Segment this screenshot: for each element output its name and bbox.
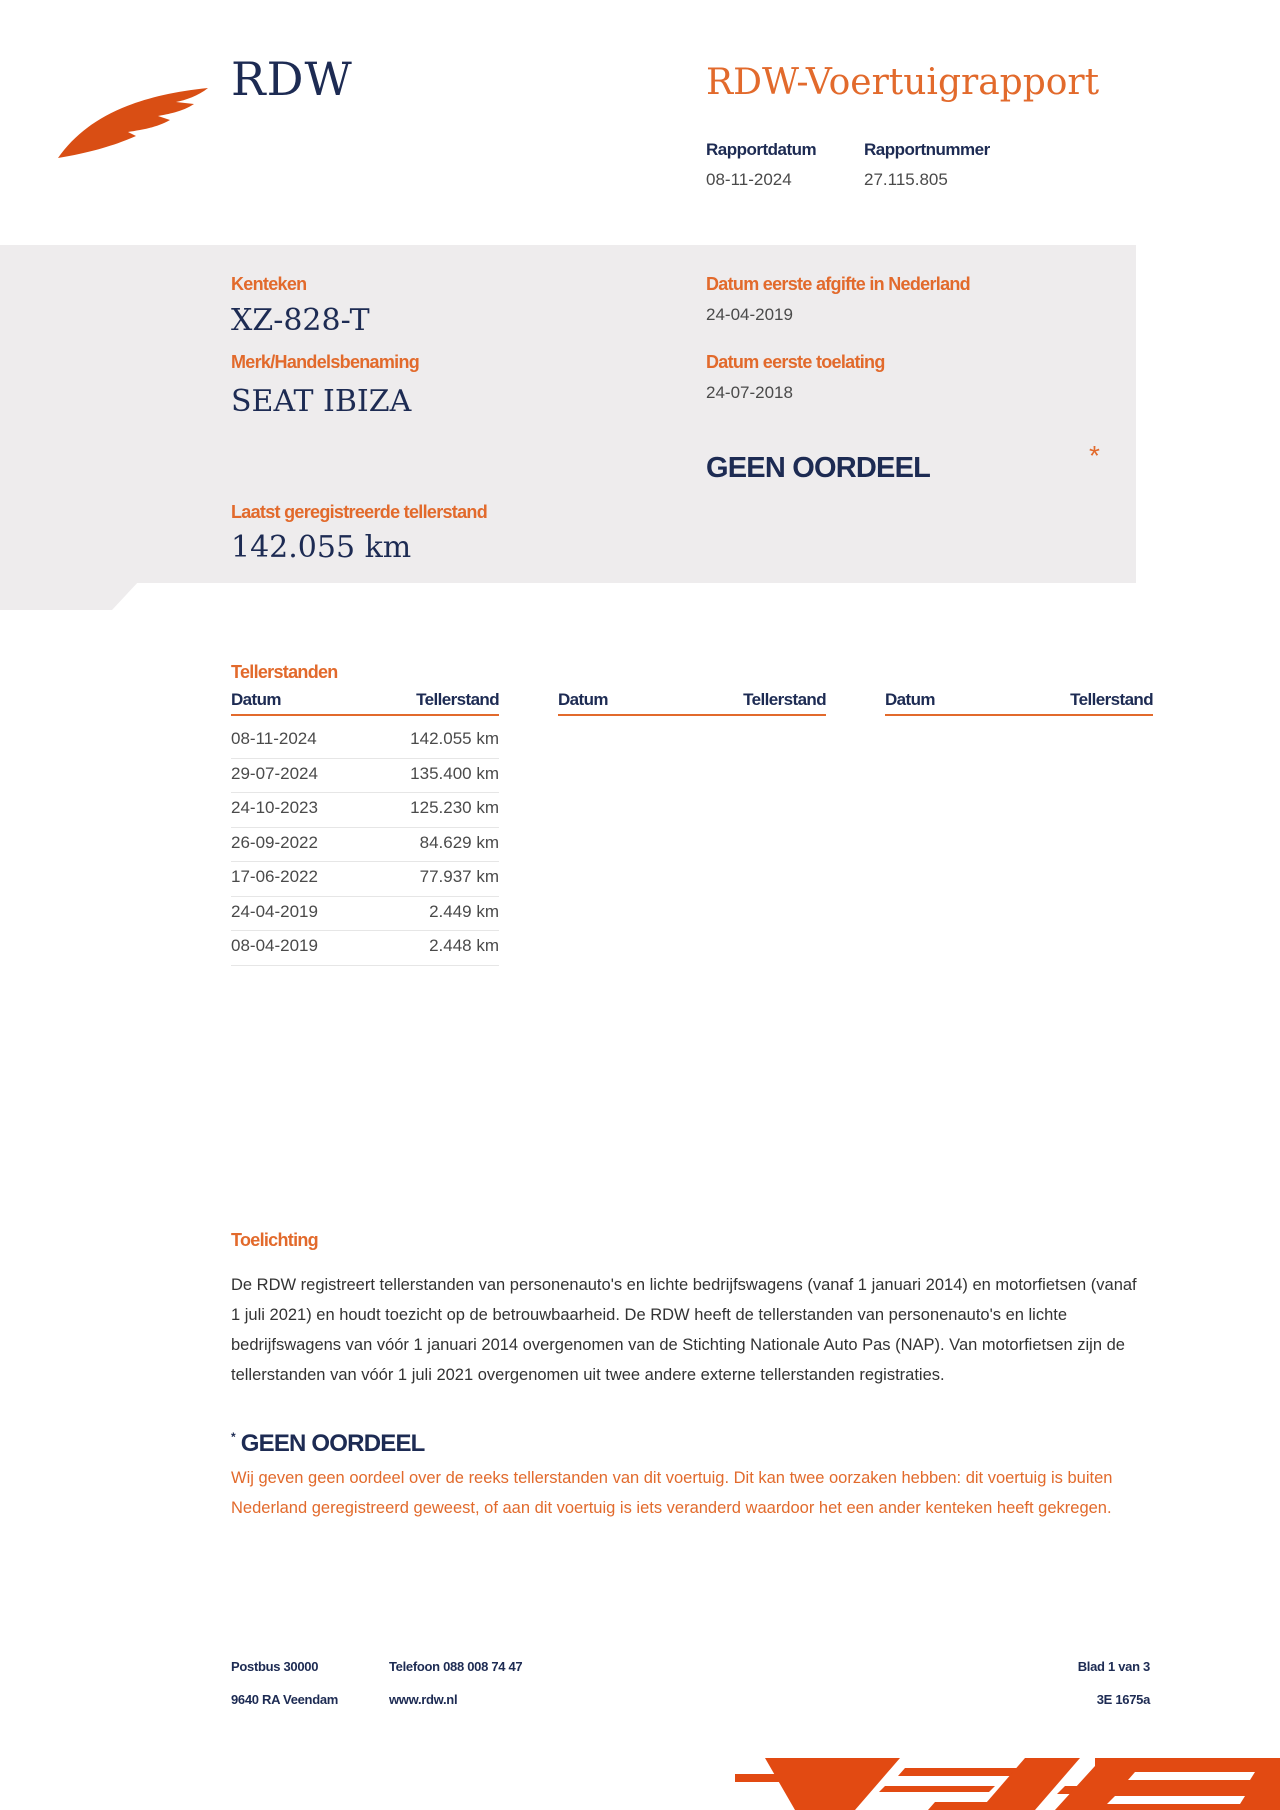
last-odometer-label: Laatst geregistreerde tellerstand [231, 502, 488, 522]
no-verdict-title [231, 1430, 425, 1458]
reading-value: 142.055 km [410, 729, 499, 748]
readings-header-col3 [885, 690, 1153, 716]
explanation-title: Toelichting [231, 1230, 318, 1250]
reading-date: 08-11-2024 [231, 729, 317, 748]
verdict-asterisk: * [1089, 440, 1100, 471]
table-row [231, 759, 499, 794]
footer-website[interactable]: www.rdw.nl [389, 1692, 458, 1707]
reading-value: 135.400 km [410, 763, 499, 783]
verdict-badge: GEEN OORDEEL [706, 452, 931, 484]
explanation-text: De RDW registreert tellerstanden van personenauto's en lichte bedrijfswagens (vanaf 1 januari 2014) en motorfietsen (vanaf 1 juli 2021) en houdt toezicht op de betrouwbaarheid. De RDW heeft de tellerstanden van personenauto's en lichte bedrijfswagens van vóór 1 januari 2014 overgenomen van de Stichting Nationale Auto Pas (NAP). Van motorfietsen zijn de tellerstanden van vóór 1 juli 2021 overgenomen uit twee andere externe tellerstanden registraties. [231, 1276, 1137, 1384]
date-column-header: Datum [558, 690, 608, 709]
reading-value: 2.449 km [429, 901, 499, 921]
table-row [231, 724, 499, 759]
reading-date: 29-07-2024 [231, 763, 318, 783]
readings-table [231, 724, 499, 966]
footer-address-line2: 9640 RA Veendam [231, 1692, 339, 1707]
report-date-label: Rapportdatum [706, 140, 817, 159]
table-row [231, 828, 499, 863]
decorative-stripes-icon [735, 1758, 1280, 1810]
footer-phone: Telefoon 088 008 74 47 [389, 1659, 523, 1674]
table-row [231, 897, 499, 932]
footer-document-code: 3E 1675a [1096, 1692, 1150, 1707]
panel-tab-decoration [0, 580, 140, 610]
readings-title: Tellerstanden [231, 662, 338, 682]
report-number-block [864, 140, 990, 190]
vehicle-summary-panel [0, 245, 1136, 583]
no-verdict-asterisk: * [231, 1430, 235, 1444]
first-nl-date-label: Datum eerste afgifte in Nederland [706, 274, 970, 294]
odometer-column-header: Tellerstand [416, 690, 499, 709]
reading-date: 17-06-2022 [231, 867, 318, 886]
plate-label: Kenteken [231, 274, 307, 294]
reading-date: 26-09-2022 [231, 832, 318, 852]
date-column-header: Datum [885, 690, 935, 709]
readings-header-col1 [231, 690, 499, 716]
table-row [231, 931, 499, 966]
reading-date: 08-04-2019 [231, 936, 318, 955]
make-value: SEAT IBIZA [231, 384, 412, 419]
no-verdict-text: Wij geven geen oordeel over de reeks tellerstanden van dit voertuig. Dit kan twee oorzaken hebben: dit voertuig is buiten Nederland geregistreerd geweest, of aan dit voertuig is iets veranderd waardoor het een ander kenteken heeft gekregen. [231, 1469, 1113, 1517]
reading-date: 24-10-2023 [231, 798, 318, 817]
report-title: RDW-Voertuigrapport [706, 62, 1100, 103]
report-number-label: Rapportnummer [864, 140, 990, 159]
footer-page-number: Blad 1 van 3 [1077, 1659, 1150, 1674]
first-admission-label: Datum eerste toelating [706, 352, 885, 372]
rdw-feather-logo-icon [58, 82, 210, 162]
readings-header-col2 [558, 690, 826, 716]
brand-name: RDW [231, 52, 353, 106]
date-column-header: Datum [231, 690, 281, 709]
odometer-column-header: Tellerstand [1070, 690, 1153, 709]
reading-value: 84.629 km [419, 832, 499, 852]
report-date-block [706, 140, 816, 190]
first-admission-date: 24-07-2018 [706, 383, 793, 402]
table-row [231, 793, 499, 828]
reading-value: 2.448 km [429, 936, 499, 955]
last-odometer-value: 142.055 km [231, 530, 412, 565]
make-label: Merk/Handelsbenaming [231, 352, 420, 372]
table-row [231, 862, 499, 897]
report-date: 08-11-2024 [706, 170, 792, 189]
no-verdict-heading: GEEN OORDEEL [240, 1430, 425, 1457]
odometer-column-header: Tellerstand [743, 690, 826, 709]
reading-value: 77.937 km [419, 867, 499, 886]
report-number: 27.115.805 [864, 170, 948, 189]
plate-value: XZ-828-T [231, 303, 370, 338]
reading-date: 24-04-2019 [231, 901, 318, 921]
first-nl-date: 24-04-2019 [706, 305, 793, 324]
reading-value: 125.230 km [410, 798, 499, 817]
footer-address-line1: Postbus 30000 [231, 1659, 319, 1674]
